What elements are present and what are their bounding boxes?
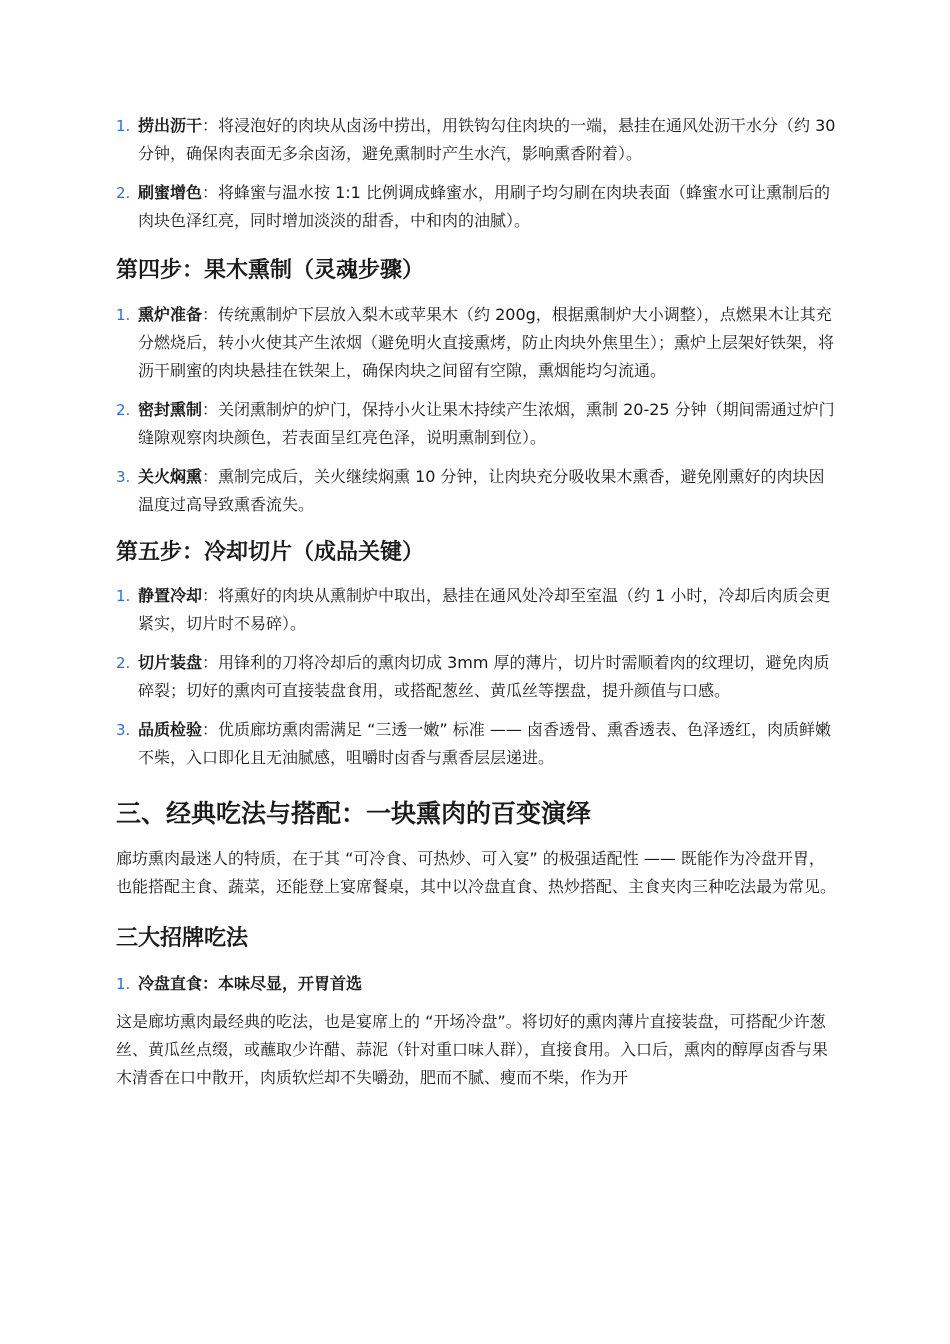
list-number: 2. xyxy=(116,654,131,672)
drain-and-honey-list xyxy=(116,112,838,235)
step4-heading: 第四步：果木熏制（灵魂步骤） xyxy=(116,258,425,283)
list-number: 1. xyxy=(116,117,131,135)
item-term: 捞出沥干 xyxy=(138,116,203,135)
list-item xyxy=(116,301,838,385)
list-number: 3. xyxy=(116,721,131,739)
item-text: ：将浸泡好的肉块从卤汤中捞出，用铁钩勾住肉块的一端，悬挂在通风处沥干水分（约 30 分钟，确保肉表面无多余卤汤，避免熏制时产生水汽，影响熏香附着）。 xyxy=(138,116,836,163)
cold-plate-paragraph: 这是廊坊熏肉最经典的吃法，也是宴席上的 “开场冷盘”。将切好的熏肉薄片直接装盘，可搭配少许葱丝、黄瓜丝点缀，或蘸取少许醋、蒜泥（针对重口味人群），直接食用。入口后，熏肉的醇厚卤香与果木清香在口中散开，肉质软烂却不失嚼劲，肥而不腻、瘦而不柴，作为开 xyxy=(116,1012,829,1087)
item-title: 冷盘直食：本味尽显，开胃首选 xyxy=(138,974,363,993)
list-item xyxy=(116,582,838,638)
item-text: ：熏制完成后，关火继续焖熏 10 分钟，让肉块充分吸收果木熏香，避免刚熏好的肉块因温度过高导致熏香流失。 xyxy=(138,467,825,514)
item-text: ：优质廊坊熏肉需满足 “三透一嫩” 标准 —— 卤香透骨、熏香透表、色泽透红，肉质鲜嫩不柴，入口即化且无油腻感，咀嚼时卤香与熏香层层递进。 xyxy=(138,720,831,767)
item-term: 密封熏制 xyxy=(138,400,203,419)
list-item xyxy=(116,179,838,235)
step5-list xyxy=(116,582,838,772)
item-text: ：将熏好的肉块从熏制炉中取出，悬挂在通风处冷却至室温（约 1 小时，冷却后肉质会更紧实，切片时不易碎）。 xyxy=(138,586,831,633)
item-term: 静置冷却 xyxy=(138,586,203,605)
item-text: ：关闭熏制炉的炉门，保持小火让果木持续产生浓烟，熏制 20-25 分钟（期间需通过炉门缝隙观察肉块颜色，若表面呈红亮色泽，说明熏制到位）。 xyxy=(138,400,835,447)
list-item xyxy=(116,396,838,452)
section3-heading: 三、经典吃法与搭配：一块熏肉的百变演绎 xyxy=(116,799,592,828)
item-term: 关火焖熏 xyxy=(138,467,203,486)
item-term: 刷蜜增色 xyxy=(138,183,203,202)
list-number: 1. xyxy=(116,587,131,605)
three-ways-list xyxy=(116,970,838,998)
list-item xyxy=(116,970,838,998)
list-item xyxy=(116,716,838,772)
item-term: 熏炉准备 xyxy=(138,305,203,324)
item-term: 切片装盘 xyxy=(138,653,203,672)
list-number: 2. xyxy=(116,184,131,202)
list-item xyxy=(116,112,838,168)
item-text: ：传统熏制炉下层放入梨木或苹果木（约 200g，根据熏制炉大小调整），点燃果木让其充分燃烧后，转小火使其产生浓烟（避免明火直接熏烤，防止肉块外焦里生）；熏炉上层架好铁架，将沥干刷蜜的肉块悬挂在铁架上，确保肉块之间留有空隙，熏烟能均匀流通。 xyxy=(138,305,835,380)
three-ways-heading: 三大招牌吃法 xyxy=(116,926,249,951)
item-text: ：将蜂蜜与温水按 1:1 比例调成蜂蜜水，用刷子均匀刷在肉块表面（蜂蜜水可让熏制后的肉块色泽红亮，同时增加淡淡的甜香，中和肉的油腻）。 xyxy=(138,183,830,230)
item-term: 品质检验 xyxy=(138,720,203,739)
list-item xyxy=(116,649,838,705)
list-number: 2. xyxy=(116,401,131,419)
document-page xyxy=(116,112,838,1092)
list-number: 1. xyxy=(116,306,131,324)
section3-intro: 廊坊熏肉最迷人的特质，在于其 “可冷食、可热炒、可入宴” 的极强适配性 —— 既能作为冷盘开胃，也能搭配主食、蔬菜，还能登上宴席餐桌，其中以冷盘直食、热炒搭配、主食夹肉三种吃法最为常见。 xyxy=(116,849,837,896)
list-item xyxy=(116,463,838,519)
step4-list xyxy=(116,301,838,519)
list-number: 3. xyxy=(116,468,131,486)
item-text: ：用锋利的刀将冷却后的熏肉切成 3mm 厚的薄片，切片时需顺着肉的纹理切，避免肉质碎裂；切好的熏肉可直接装盘食用，或搭配葱丝、黄瓜丝等摆盘，提升颜值与口感。 xyxy=(138,653,830,700)
list-number: 1. xyxy=(116,975,131,993)
step5-heading: 第五步：冷却切片（成品关键） xyxy=(116,540,425,565)
